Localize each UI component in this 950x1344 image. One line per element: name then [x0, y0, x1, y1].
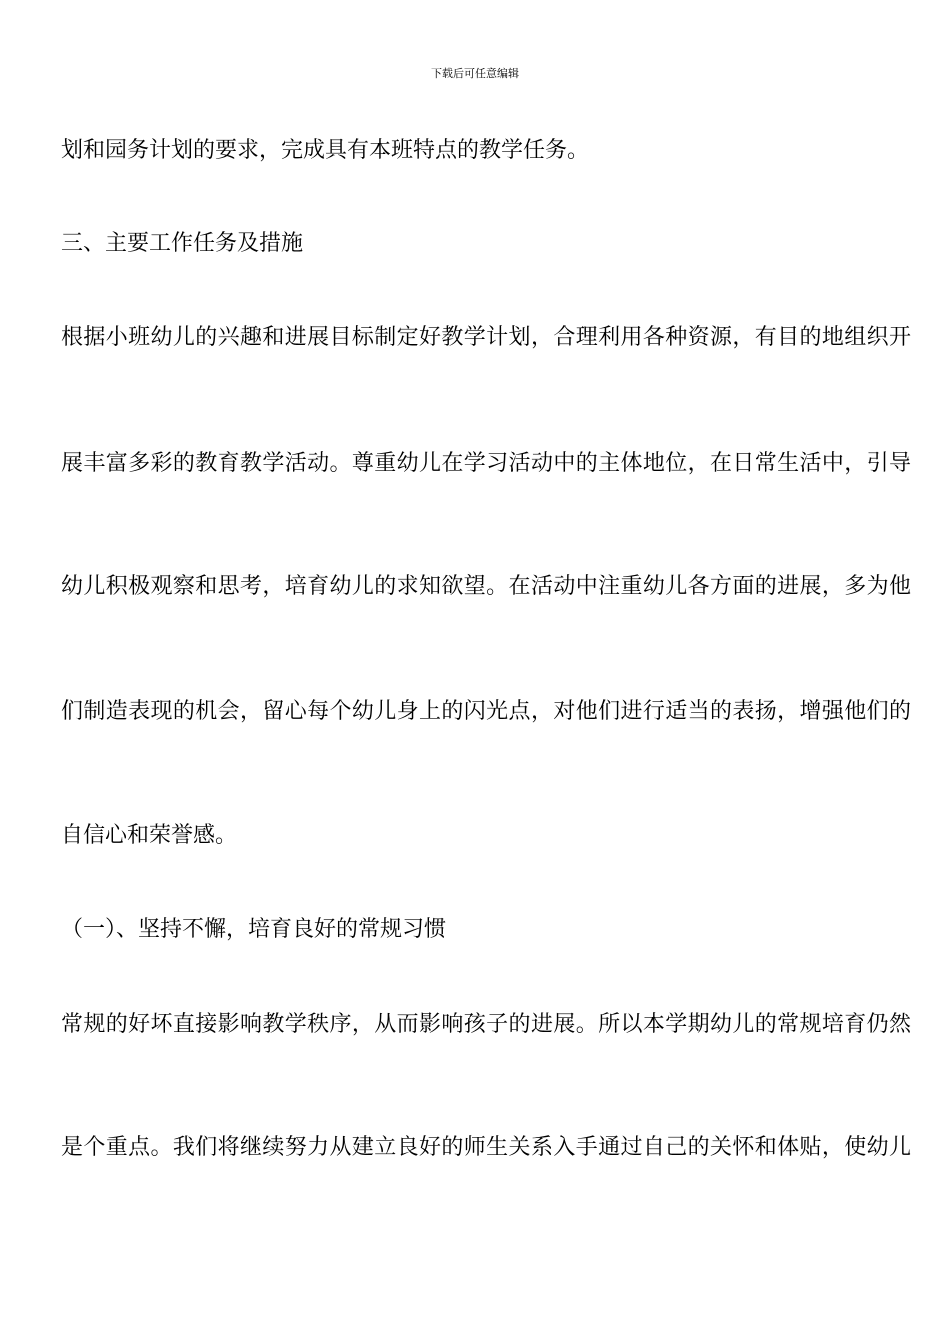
paragraph-line: 是个重点。我们将继续努力从建立良好的师生关系入手通过自己的关怀和体贴，使幼儿 — [61, 1135, 911, 1160]
section-heading: 三、主要工作任务及措施 — [61, 231, 304, 256]
subsection-heading: （一）、坚持不懈，培育良好的常规习惯 — [61, 917, 447, 942]
paragraph-line: 自信心和荣誉感。 — [61, 823, 238, 848]
paragraph-line: 划和园务计划的要求，完成具有本班特点的教学任务。 — [61, 138, 590, 163]
paragraph-line: 幼儿积极观察和思考，培育幼儿的求知欲望。在活动中注重幼儿各方面的进展，多为他 — [61, 574, 911, 599]
paragraph-line: 们制造表现的机会，留心每个幼儿身上的闪光点，对他们进行适当的表扬，增强他们的 — [61, 699, 911, 724]
paragraph-line: 根据小班幼儿的兴趣和进展目标制定好教学计划，合理利用各种资源，有目的地组织开 — [61, 325, 911, 350]
paragraph-line: 展丰富多彩的教育教学活动。尊重幼儿在学习活动中的主体地位，在日常生活中，引导 — [61, 451, 911, 476]
page-header: 下载后可任意编辑 — [431, 67, 519, 80]
paragraph-line: 常规的好坏直接影响教学秩序，从而影响孩子的进展。所以本学期幼儿的常规培育仍然 — [61, 1012, 911, 1037]
